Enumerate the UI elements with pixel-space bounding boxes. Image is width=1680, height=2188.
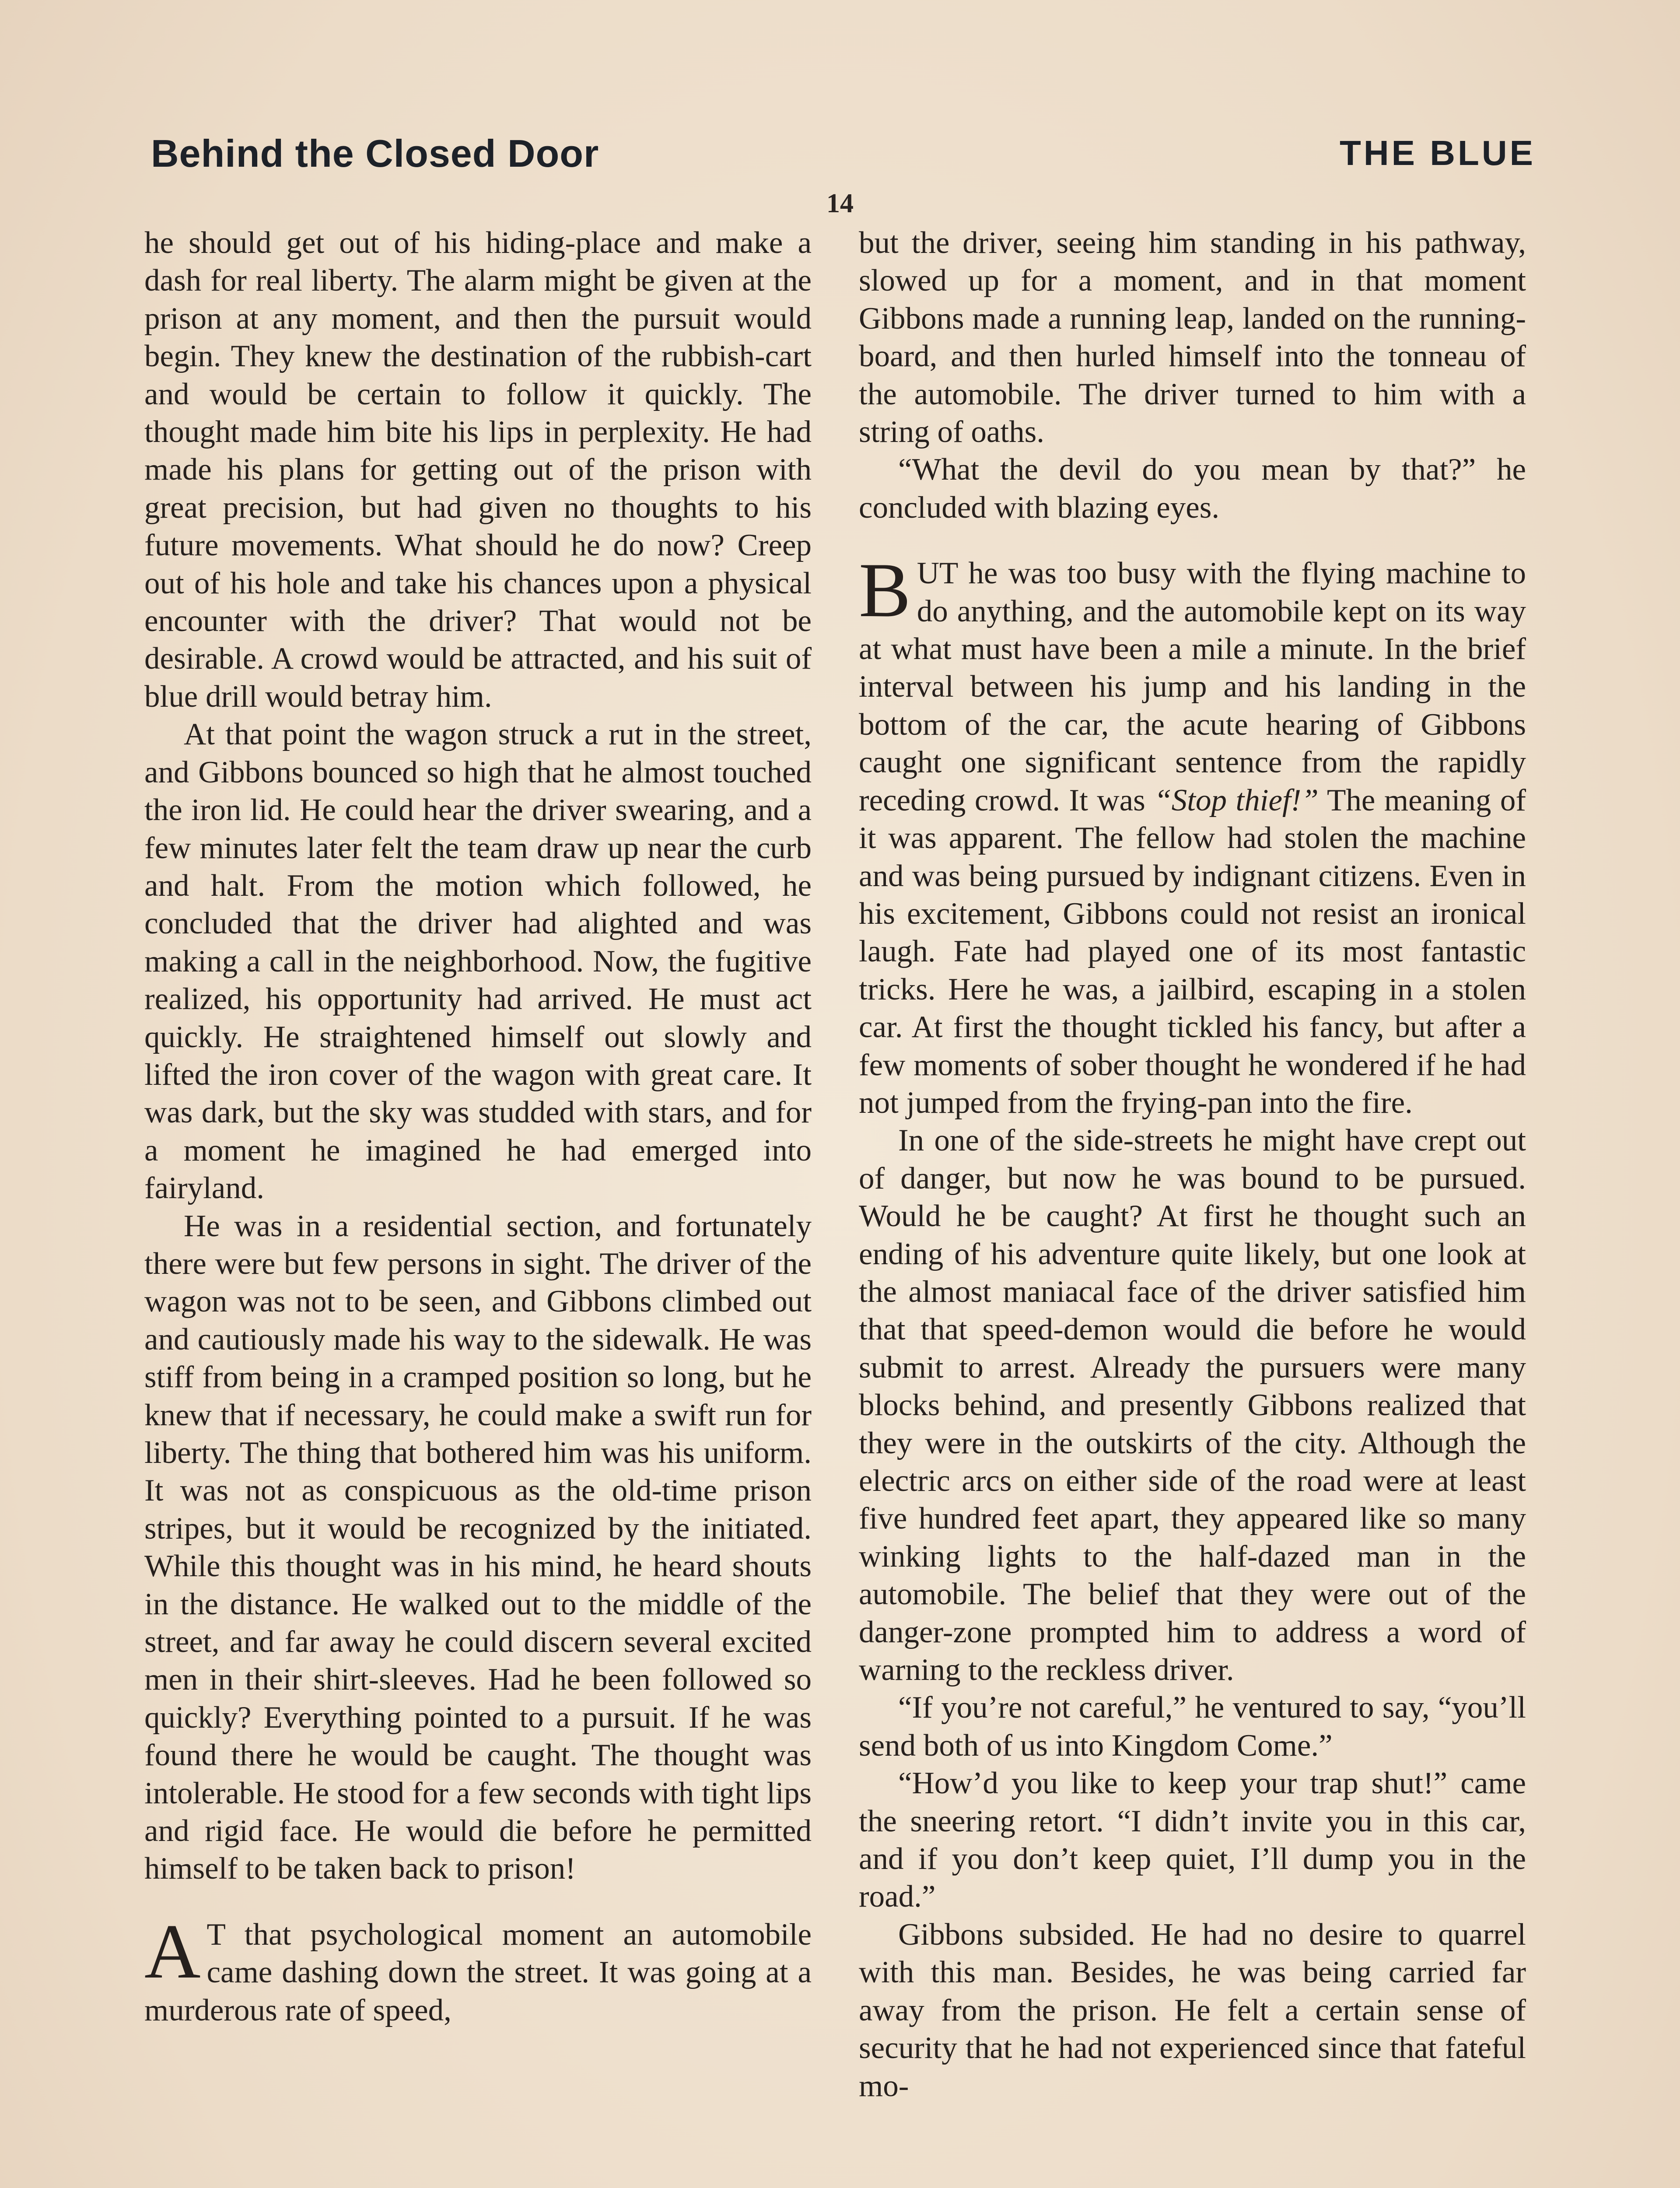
paragraph: In one of the side-streets he might have crept out of danger, but now he was bound to be pursued. Would he be caught? At first he thought such an ending of his adventure quite likely, but one look at the almost maniacal face of the driver satisfied him that that speed-demon would die before he would submit to arrest. Already the pursuers were many blocks behind, and presently Gibbons realized that they were in the outskirts of the city. Although the electric arcs on either side of the road were at least five hundred feet apart, they appeared like so many winking lights to the half-dazed man in the automobile. The belief that they were out of the danger-zone prompted him to address a word of warning to the reckless driver.: [859, 1123, 1526, 1687]
paragraph: At that point the wagon struck a rut in the street, and Gibbons bounced so high that he almost touched the iron lid. He could hear the driver swearing, and a few minutes later felt the team draw up near the curb and halt. From the motion which followed, he concluded that the driver had alighted and was making a call in the neighborhood. Now, the fugitive realized, his opportunity had arrived. He must act quickly. He straightened himself out slowly and lifted the iron cover of the wagon with great care. It was dark, but the sky was studded with stars, and for a moment he imagined he had emerged into fairyland.: [144, 717, 812, 1206]
story-title: Behind the Closed Door: [151, 132, 599, 175]
right-column: [859, 224, 1526, 2105]
drop-cap-letter: B: [859, 547, 911, 634]
paragraph-dropcap: [859, 547, 1526, 1122]
left-column: [144, 224, 812, 2029]
paragraph-text: T that psychological moment an automobile came dashing down the street. It was going at a murderous rate of speed,: [144, 1917, 812, 2027]
magazine-name: THE BLUE: [1340, 133, 1536, 172]
paragraph: but the driver, seeing him standing in his pathway, slowed up for a moment, and in that moment Gibbons made a running leap, landed on the running-board, and then hurled himself into the tonneau of the automobile. The driver turned to him with a string of oaths.: [859, 226, 1526, 449]
paragraph: “How’d you like to keep your trap shut!” came the sneering retort. “I didn’t invite you in this car, and if you don’t keep quiet, I’ll dump you in the road.”: [859, 1766, 1526, 1914]
paragraph-dropcap: [144, 1907, 812, 2029]
paragraph: he should get out of his hiding-place and make a dash for real liberty. The alarm might be given at the prison at any moment, and then the pursuit would begin. They knew the destination of the rubbish-cart and would be certain to follow it quickly. The thought made him bite his lips in perplexity. He had made his plans for getting out of the prison with great precision, but had given no thoughts to his future movements. What should he do now? Creep out of his hole and take his chances upon a physical encounter with the driver? That would not be desirable. A crowd would be attracted, and his suit of blue drill would betray him.: [144, 226, 812, 714]
paragraph: Gibbons subsided. He had no desire to quarrel with this man. Besides, he was being carried far away from the prison. He felt a certain sense of security that he had not experienced since that fateful mo-: [859, 1917, 1526, 2103]
page-number: 14: [826, 189, 854, 218]
paragraph-text: The meaning of it was apparent. The fellow had stolen the machine and was being pursued by indignant citizens. Even in his excitement, Gibbons could not resist an ironical laugh. Fate had played one of its most fantastic tricks. Here he was, a jailbird, escaping in a stolen car. At first the thought tickled his fancy, but after a few moments of sober thought he wondered if he had not jumped from the frying-pan into the fire.: [859, 783, 1526, 1120]
paragraph: “What the devil do you mean by that?” he concluded with blazing eyes.: [859, 452, 1526, 525]
paragraph: “If you’re not careful,” he ventured to say, “you’ll send both of us into Kingdom Come.”: [859, 1690, 1526, 1763]
italic-quote: “Stop thief!”: [1154, 783, 1319, 817]
drop-cap-letter: A: [144, 1907, 201, 1995]
paragraph-text: UT he was too busy with the flying machine to do anything, and the automobile kept on its way at what must have been a mile a minute. In the brief interval between his jump and his landing in the bottom of the car, the acute hearing of Gibbons caught one significant sentence from the rapidly receding crowd. It was: [859, 556, 1526, 817]
paragraph: He was in a residential section, and fortunately there were but few persons in sight. The driver of the wagon was not to be seen, and Gibbons climbed out and cautiously made his way to the sidewalk. He was stiff from being in a cramped position so long, but he knew that if necessary, he could make a swift run for liberty. The thing that bothered him was his uniform. It was not as conspicuous as the old-time prison stripes, but it would be recognized by the initiated. While this thought was in his mind, he heard shouts in the distance. He walked out to the middle of the street, and far away he could discern several excited men in their shirt-sleeves. Had he been followed so quickly? Everything pointed to a pursuit. If he was found there he would be caught. The thought was intolerable. He stood for a few seconds with tight lips and rigid face. He would die before he permitted himself to be taken back to prison!: [144, 1209, 812, 1886]
running-head: [151, 131, 1536, 184]
